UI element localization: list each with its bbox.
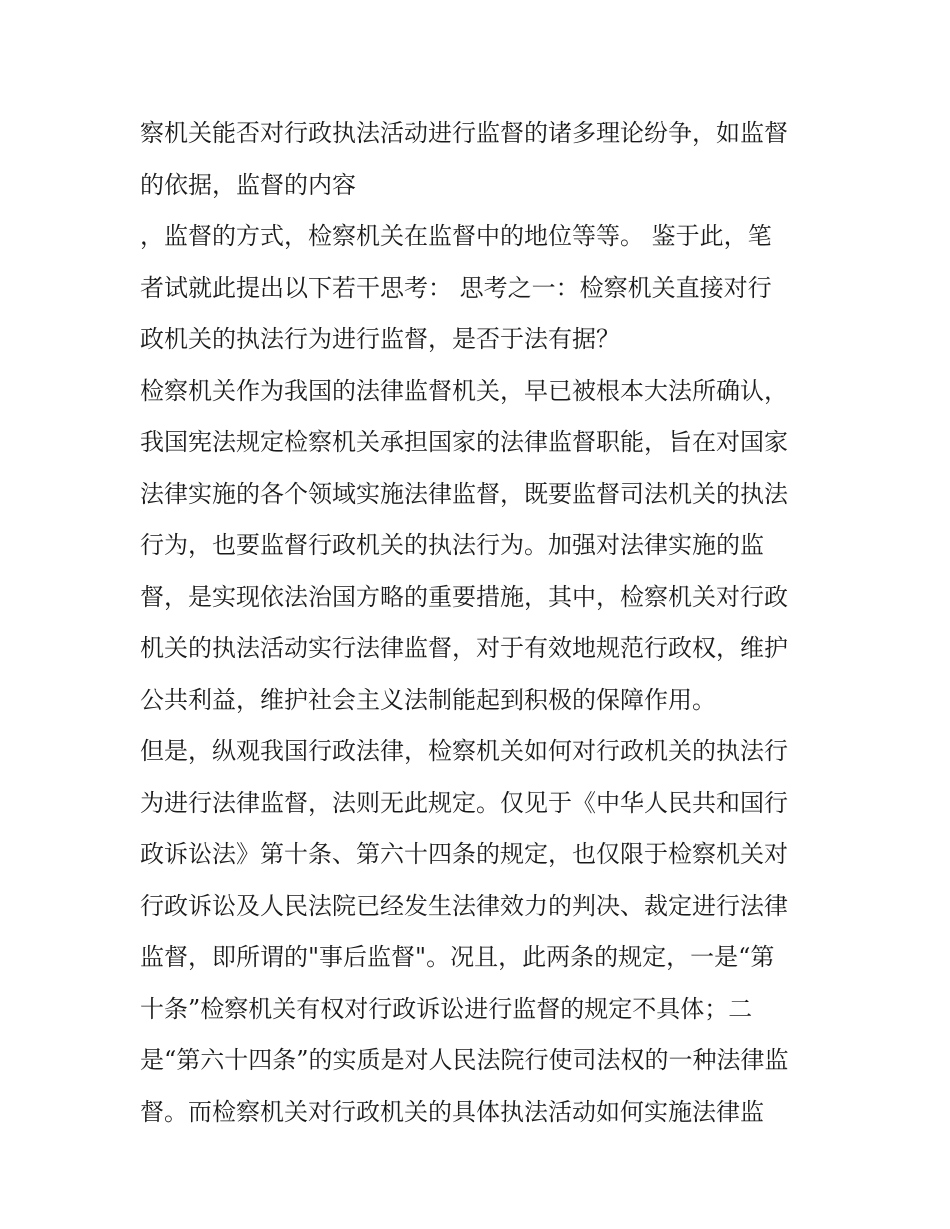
text-line: 检察机关作为我国的法律监督机关，早已被根本大法所确认， xyxy=(140,376,788,405)
text-line: 察机关能否对行政执法活动进行监督的诸多理论纷争，如监督 xyxy=(140,119,788,147)
text-line: 督，是实现依法治国方略的重要措施，其中，检察机关对行政 xyxy=(140,582,788,611)
text-line: 的依据，监督的内容 xyxy=(140,170,356,199)
text-line: 行为，也要监督行政机关的执法行为。加强对法律实施的监 xyxy=(140,531,764,559)
text-line: ，监督的方式，检察机关在监督中的地位等等。 鉴于此，笔 xyxy=(140,222,772,250)
text-line: 政机关的执法行为进行监督，是否于法有据？ xyxy=(140,325,620,353)
text-line: 是“第六十四条”的实质是对人民法院行使司法权的一种法律监 xyxy=(140,1046,789,1074)
text-line: 十条”检察机关有权对行政诉讼进行监督的规定不具体；二 xyxy=(140,994,753,1023)
text-line: 机关的执法活动实行法律监督，对于有效地规范行政权，维护 xyxy=(140,634,788,662)
text-line: 但是，纵观我国行政法律，检察机关如何对行政机关的执法行 xyxy=(140,737,788,765)
text-line: 为进行法律监督，法则无此规定。仅见于《中华人民共和国行 xyxy=(140,788,788,817)
text-line: 我国宪法规定检察机关承担国家的法律监督职能，旨在对国家 xyxy=(140,428,788,456)
text-line: 法律实施的各个领域实施法律监督，既要监督司法机关的执法 xyxy=(140,479,788,508)
text-line: 政诉讼法》第十条、第六十四条的规定，也仅限于检察机关对 xyxy=(140,840,788,868)
text-line: 督。而检察机关对行政机关的具体执法活动如何实施法律监 xyxy=(140,1097,764,1126)
text-line: 行政诉讼及人民法院已经发生法律效力的判决、裁定进行法律 xyxy=(140,891,788,920)
text-line: 者试就此提出以下若干思考： 思考之一：检察机关直接对行 xyxy=(140,273,772,302)
text-line: 公共利益，维护社会主义法制能起到积极的保障作用。 xyxy=(140,685,716,714)
body-text xyxy=(140,108,830,1138)
text-line: 监督，即所谓的"事后监督"。况且，此两条的规定，一是“第 xyxy=(140,943,775,971)
